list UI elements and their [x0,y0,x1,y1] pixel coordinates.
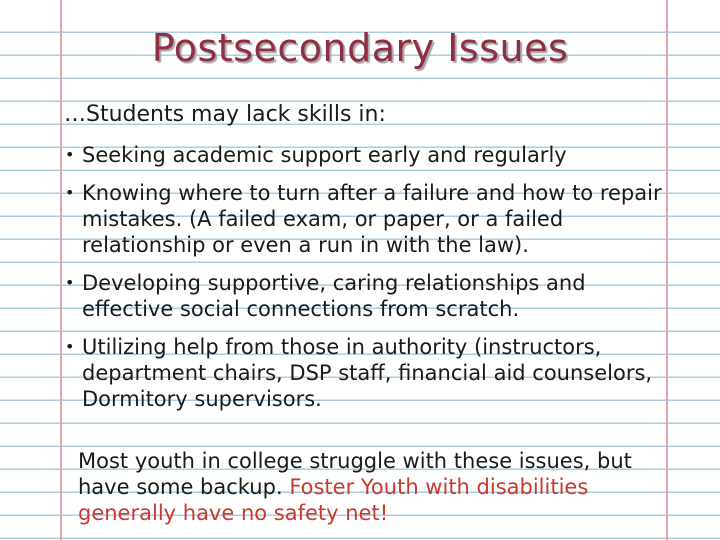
closing-text: Most youth in college struggle with these issues, but have some backup. [78,449,632,499]
closing-highlight: Foster Youth with disabilities generally have no safety net! [78,475,589,525]
bullet-icon: • [65,183,75,202]
bullet-text: Developing supportive, caring relationships and effective social connections from scratch. [82,271,586,321]
bullet-text: Utilizing help from those in authority (instructors, department chairs, DSP staff, financial aid counselors, Dormitory supervisors. [82,335,653,411]
bullet-list [62,142,662,424]
slide-title: Postsecondary Issues [151,26,569,70]
bullet-icon: • [65,273,75,292]
list-item [62,142,662,168]
list-item [62,180,662,258]
closing-paragraph [78,448,668,526]
list-item [62,270,662,322]
list-item [62,334,662,412]
bullet-icon: • [65,145,75,164]
intro-text: …Students may lack skills in: [64,102,386,127]
bullet-text: Seeking academic support early and regularly [82,143,567,167]
bullet-text: Knowing where to turn after a failure and how to repair mistakes. (A failed exam, or paper, or a failed relationship or even a run in with the law). [82,181,662,257]
bullet-icon: • [65,337,75,356]
